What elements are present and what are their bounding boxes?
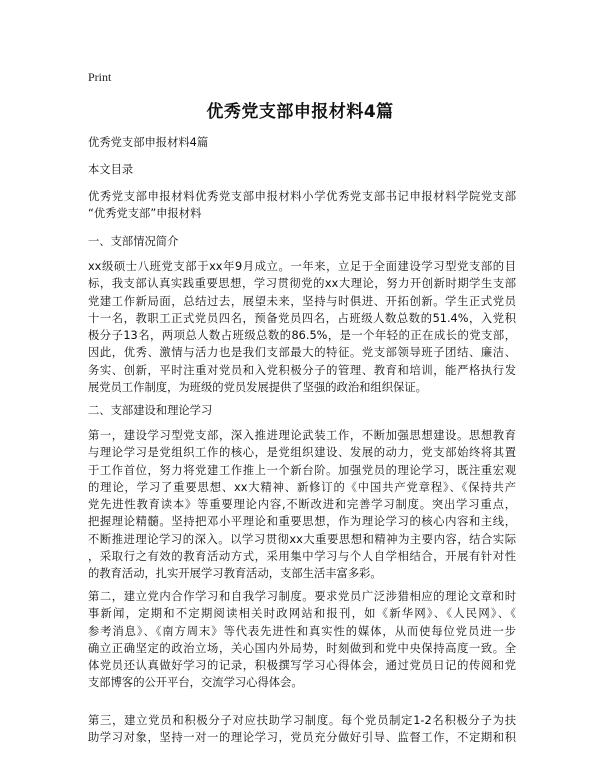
paragraph-line: 把握理论精髓。坚持把邓小平理论和重要思想，作为理论学习的核心内容和主线，	[88, 515, 516, 529]
section-heading: 一、支部情况简介	[88, 235, 179, 248]
paragraph-line: 与理论学习是党组织工作的核心，是党组织建设、发展的动力，党支部始终将其置	[88, 446, 516, 460]
document-subtitle: 优秀党支部申报材料4篇	[88, 136, 209, 149]
paragraph-line: 的教育活动，扎实开展学习教育活动，支部生活丰富多彩。	[88, 567, 382, 581]
toc-list	[88, 188, 516, 223]
paragraph-line: 标，我支部认真实践重要思想，学习贯彻党的xx大理论，努力开创新时期学生支部	[88, 277, 516, 291]
paragraph-line: 十一名，教职工正式党员四名，预备党员四名，占班级人数总数的51.4%，入党积	[88, 311, 516, 325]
paragraph-line: 支部博客的公开平台，交流学习心得体会。	[88, 676, 303, 690]
paragraph-line: 于工作首位，努力将党建工作推上一个新台阶。加强党员的理论学习，既注重宏观	[88, 463, 516, 477]
paragraph-line: 极分子13名，两项总人数占班级总数的86.5%，是一个年轻的正在成长的党支部，	[88, 329, 516, 343]
paragraph-line: 务实、创新，平时注重对党员和入党积极分子的管理、教育和培训，能严格执行发	[88, 363, 516, 377]
paragraph-line: 第二，建立党内合作学习和自我学习制度。要求党员广泛涉猎相应的理论文章和时	[88, 590, 516, 603]
toc-label: 本文目录	[88, 163, 134, 176]
paragraph-line: ，采取行之有效的教育活动方式，采用集中学习与个人自学相结合，开展有针对性	[88, 550, 516, 564]
section-heading: 二、支部建设和理论学习	[88, 404, 213, 417]
paragraph-line: 助学习对象，坚持一对一的理论学习，党员充分做好引导、监督工作，不定期和积	[88, 731, 516, 745]
paragraph-line: 确立正确坚定的政治立场，关心国内外局势，时刻做到和党中央保持高度一致。全	[88, 641, 516, 655]
toc-line: 优秀党支部申报材料优秀党支部申报材料小学优秀党支部书记申报材料学院党支部	[88, 190, 516, 203]
paragraph-1	[88, 258, 516, 396]
paragraph-4	[88, 712, 516, 747]
print-label: Print	[88, 70, 112, 84]
paragraph-line: 参考消息》、《南方周末》等代表先进性和真实性的媒体，从而使每位党员进一步	[88, 624, 516, 638]
paragraph-line: 因此，优秀、激情与活力也是我们支部最大的特征。党支部领导班子团结、廉洁、	[88, 346, 516, 360]
paragraph-3	[88, 588, 516, 692]
paragraph-line: 第三，建立党员和积极分子对应扶助学习制度。每个党员制定1-2名积极分子为扶	[88, 714, 516, 727]
paragraph-line: 党先进性教育读本》等重要理论内容,不断改进和完善学习制度。突出学习重点，	[88, 498, 516, 512]
paragraph-line: 不断推进理论学习的深入。以学习贯彻xx大重要思想和精神为主要内容，结合实际	[88, 532, 516, 546]
paragraph-line: 展党员工作制度，为班级的党员发展提供了坚强的政治和组织保证。	[88, 381, 427, 395]
toc-line: “优秀党支部”申报材料	[88, 207, 202, 221]
document-title: 优秀党支部申报材料4篇	[206, 102, 394, 122]
paragraph-line: 体党员还认真做好学习的记录，积极撰写学习心得体会，通过党员日记的传阅和党	[88, 659, 516, 673]
paragraph-line: xx级硕士八班党支部于xx年9月成立。一年来，立足于全面建设学习型党支部的目	[88, 260, 516, 273]
paragraph-line: 第一，建设学习型党支部，深入推进理论武装工作，不断加强思想建设。思想教育	[88, 429, 516, 442]
paragraph-line: 的理论，学习了重要思想、xx大精神、新修订的《中国共产党章程》、《保持共产	[88, 480, 516, 494]
paragraph-line: 党建工作新局面，总结过去，展望未来，坚持与时俱进、开拓创新。学生正式党员	[88, 294, 516, 308]
paragraph-2	[88, 427, 516, 583]
paragraph-line: 事新闻，定期和不定期阅读相关时政网站和报刊，如《新华网》、《人民网》、《	[88, 607, 516, 621]
